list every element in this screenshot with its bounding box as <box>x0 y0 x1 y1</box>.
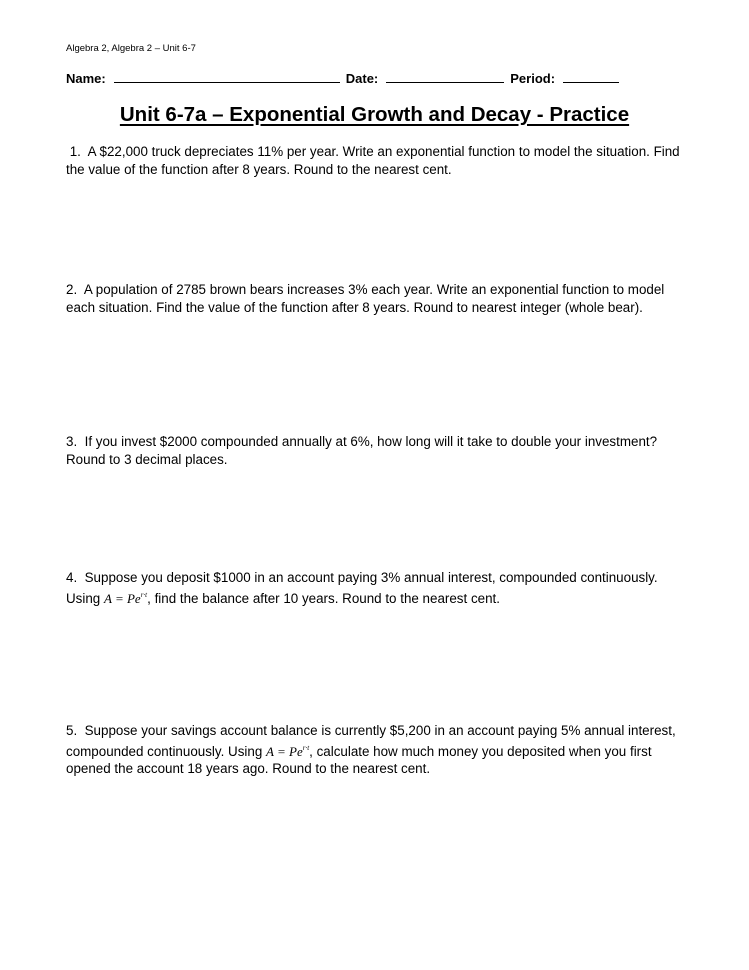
problem-number: 3. <box>66 434 78 449</box>
problem-text: A $22,000 truck depreciates 11% per year. Write an exponential function to model the situation. Find the value of the function after 8 years. Round to the nearest cent. <box>66 144 680 177</box>
problem-number: 4. <box>66 570 78 585</box>
problem-text-after: , find the balance after 10 years. Round to the nearest cent. <box>147 590 500 606</box>
problem-3 <box>66 433 681 468</box>
problem-1 <box>66 143 681 178</box>
problem-text-before: Suppose your savings account balance is currently $5,200 in an account paying 5% annual interest, compounded continuously. Using <box>66 723 676 759</box>
course-line: Algebra 2, Algebra 2 – Unit 6-7 <box>66 43 196 54</box>
problem-text: If you invest $2000 compounded annually at 6%, how long will it take to double your investment? Round to 3 decimal places. <box>66 434 658 467</box>
date-blank[interactable] <box>386 70 504 83</box>
problem-number: 5. <box>66 723 78 738</box>
worksheet-title: Unit 6-7a – Exponential Growth and Decay - Practice <box>119 103 630 126</box>
compound-formula: $A = Pe^{r\cdot t}$ <box>266 743 310 759</box>
problem-number: 1. <box>69 144 81 159</box>
problem-2 <box>66 281 681 316</box>
student-info-row <box>66 70 676 86</box>
name-label: Name: <box>66 71 106 86</box>
problem-number: 2. <box>66 282 78 297</box>
name-blank[interactable] <box>114 70 340 83</box>
problem-text-after: , calculate how much money you deposited when you first opened the account 18 years ago. Round to the nearest cent. <box>66 743 652 776</box>
problem-text-before: Suppose you deposit $1000 in an account paying 3% annual interest, compounded continuously. Using <box>66 570 658 606</box>
problem-text: A population of 2785 brown bears increases 3% each year. Write an exponential function to model each situation. Find the value of the function after 8 years. Round to nearest integer (whole bear). <box>66 282 665 315</box>
date-label: Date: <box>345 71 379 86</box>
compound-formula: $A = Pe^{r\cdot t}$ <box>103 590 148 606</box>
period-blank[interactable] <box>563 70 619 83</box>
problem-5 <box>66 722 681 778</box>
period-label: Period: <box>510 71 556 86</box>
problem-4 <box>66 569 681 607</box>
